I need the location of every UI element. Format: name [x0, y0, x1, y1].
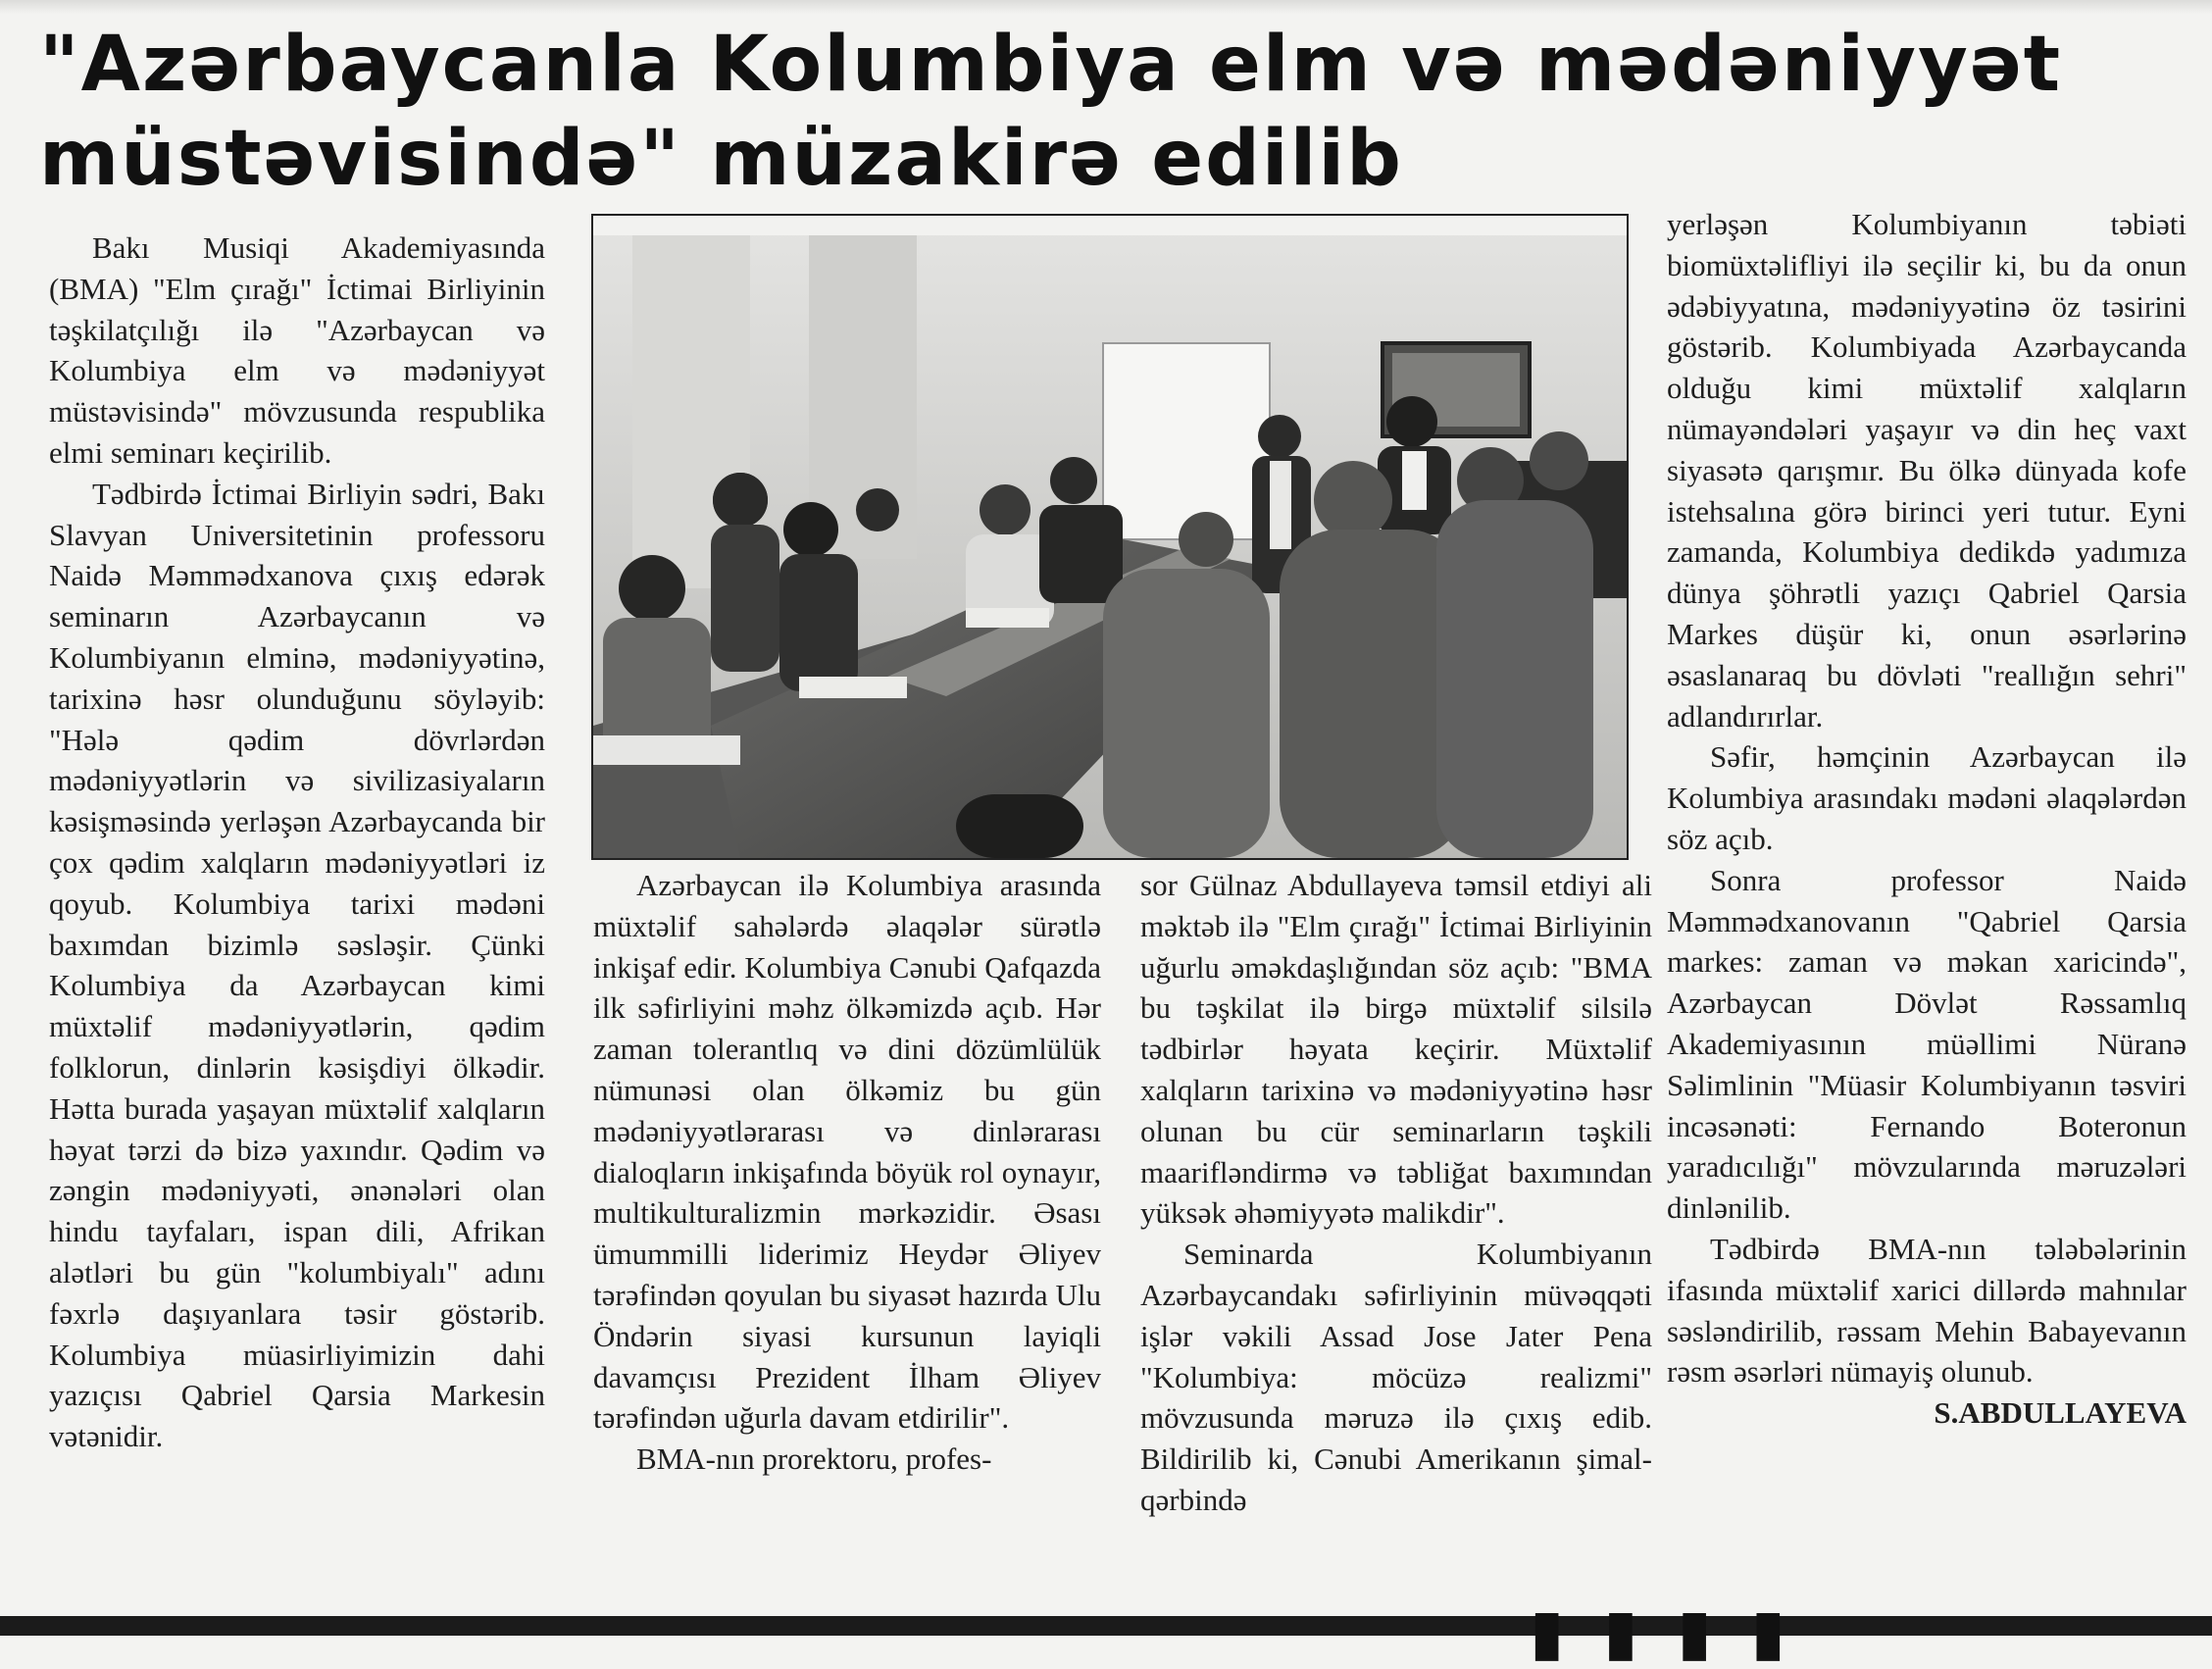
next-headline-fragment: ▮▮▮▮	[1530, 1596, 1825, 1669]
article-column-3	[1140, 865, 1652, 1521]
paragraph: Tədbirdə İctimai Birliyin sədri, Bakı Slavyan Universitetinin professoru Naidə Məmmədxanova çıxış edərək seminarın Azərbaycanın və Kolumbiyanın elminə, mədəniyyətinə, tarixinə həsr olunduğunu söyləyib: "Hələ qədim dövrlərdən mədəniyyətlərin və sivilizasiyaların kəsişməsində yerləşən Azərbaycanda bir çox qədim xalqların mədəniyyətləri iz qoyub. Kolumbiya tarixi mədəni baxımdan bizimlə səsləşir. Çünki Kolumbiya da Azərbaycan kimi müxtəlif mədəniyyətlərin, qədim folklorun, dinlərin kəsişdiyi ölkədir. Hətta burada yaşayan müxtəlif xalqların həyat tərzi də bizə yaxındır. Qədim və zəngin mədəniyyəti, ənənələri olan hindu tayfaları, ispan dili, Afrikan alətləri bu gün "kolumbiyalı" adını fəxrlə daşıyanlara təsir göstərib. Kolumbiya müasirliyimizin dahi yazıçısı Qabriel Qarsia Markesin vətənidir.	[49, 476, 545, 1454]
article-column-2	[593, 865, 1101, 1480]
article-headline: "Azərbaycanla Kolumbiya elm və mədəniyyət müstəvisində" müzakirə edilib	[39, 21, 2063, 203]
article-column-4	[1667, 204, 2187, 1434]
page-top-edge	[0, 0, 2212, 14]
paragraph: Seminarda Kolumbiyanın Azərbaycandakı səfirliyinin müvəqqəti işlər vəkili Assad Jose Jater Pena "Kolumbiya: möcüzə realizmi" mövzusunda məruzə ilə çıxış edib. Bildirilib ki, Cənubi Amerikanın şimal-qərbində	[1140, 1237, 1652, 1517]
paragraph: Sonra professor Naidə Məmmədxanovanın "Qabriel Qarsia markes: zaman və məkan xaricində", Azərbaycan Dövlət Rəssamlıq Akademiyasının müəllimi Nüranə Səlimlinin "Müasir Kolumbiyanın təsviri incəsənəti: Fernando Boteronun yaradıcılığı" mövzularında məruzələri dinlənilib.	[1667, 862, 2187, 1226]
article-column-1	[49, 228, 545, 1457]
page-bottom-rule	[0, 1616, 2212, 1636]
paragraph: Bakı Musiqi Akademiyasında (BMA) "Elm çırağı" İctimai Birliyinin təşkilatçılığı ilə "Azərbaycan və Kolumbiya elm və mədəniyyət müstəvisində" mövzusunda respublika elmi seminarı keçirilib.	[49, 230, 545, 470]
seminar-photo	[591, 214, 1629, 860]
paragraph: Səfir, həmçinin Azərbaycan ilə Kolumbiya arasındakı mədəni əlaqələrdən söz açıb.	[1667, 739, 2187, 856]
paragraph: yerləşən Kolumbiyanın təbiəti biomüxtəlifliyi ilə seçilir ki, bu da onun ədəbiyyatına, mədəniyyətinə öz təsirini göstərib. Kolumbiyada Azərbaycanda olduğu kimi müxtəlif xalqların nümayəndələri yaşayır və din heç vaxt siyasətə qarışmır. Bu ölkə dünyada kofe istehsalına görə birinci yeri tutur. Eyni zamanda, Kolumbiya dedikdə yadımıza dünya şöhrətli yazıçı Qabriel Qarsia Markes düşür ki, onun əsərlərinə əsaslanaraq bu dövləti "reallığın sehri" adlandırırlar.	[1667, 207, 2187, 733]
paragraph: sor Gülnaz Abdullayeva təmsil etdiyi ali məktəb ilə "Elm çırağı" İctimai Birliyinin uğurlu əməkdaşlığından söz açıb: "BMA bu təşkilat ilə birgə müxtəlif silsilə tədbirlər həyata keçirir. Müxtəlif xalqların tarixinə və mədəniyyətinə həsr olunan bu cür seminarların təşkili maarifləndirmə və təbliğat baxımından yüksək əhəmiyyətə malikdir".	[1140, 868, 1652, 1231]
author-byline: S.ABDULLAYEVA	[1934, 1395, 2187, 1431]
paragraph: BMA-nın prorektoru, profes-	[636, 1441, 992, 1477]
paragraph: Azərbaycan ilə Kolumbiya arasında müxtəlif sahələrdə əlaqələr sürətlə inkişaf edir. Kolumbiya Cənubi Qafqazda ilk səfirliyini məhz ölkəmizdə açıb. Hər zaman tolerantlıq və dini dözümlülük nümunəsi olan ölkəmiz bu gün mədəniyyətlərarası və dinlərarası dialoqların inkişafında böyük rol oynayır, multikulturalizmin mərkəzidir. Əsası ümummilli liderimiz Heydər Əliyev tərəfindən qoyulan bu siyasət hazırda Ulu Öndərin siyasi kursunun layiqli davamçısı Prezident İlham Əliyev tərəfindən uğurla davam etdirilir".	[593, 868, 1101, 1436]
paragraph: Tədbirdə BMA-nın tələbələrinin ifasında müxtəlif xarici dillərdə mahnılar səsləndirilib, rəssam Mehin Babayevanın rəsm əsərləri nümayiş olunub.	[1667, 1231, 2187, 1390]
